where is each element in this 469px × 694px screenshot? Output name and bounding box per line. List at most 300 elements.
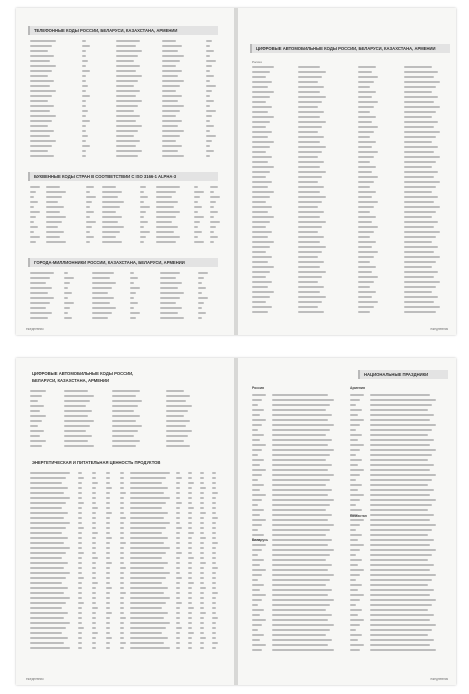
text-line (30, 582, 220, 584)
auto-codes-title: ЦИФРОВЫЕ АВТОМОБИЛЬНЫЕ КОДЫ РОССИИ, БЕЛАРУСИ, КАЗАХСТАНА, АРМЕНИИ (250, 44, 450, 53)
text-line (30, 617, 220, 619)
text-segment (116, 115, 140, 117)
text-segment (130, 547, 170, 549)
text-line (252, 549, 344, 551)
top-left-page (16, 8, 234, 335)
text-segment (198, 312, 206, 314)
text-segment (212, 632, 216, 634)
text-segment (370, 644, 430, 646)
text-line (350, 509, 446, 511)
text-segment (212, 482, 216, 484)
text-segment (252, 306, 272, 308)
text-segment (86, 236, 94, 238)
text-segment (350, 639, 358, 641)
text-segment (188, 517, 192, 519)
text-segment (176, 572, 180, 574)
text-segment (350, 574, 360, 576)
text-segment (130, 297, 134, 299)
text-segment (404, 71, 438, 73)
text-segment (252, 414, 260, 416)
text-line (30, 410, 220, 412)
text-segment (30, 430, 44, 432)
text-segment (130, 472, 170, 474)
text-line (252, 251, 448, 253)
text-segment (92, 502, 96, 504)
text-segment (86, 216, 90, 218)
text-segment (106, 587, 112, 589)
text-segment (298, 306, 318, 308)
text-segment (176, 552, 182, 554)
text-segment (82, 40, 86, 42)
text-line (30, 487, 220, 489)
text-segment (212, 527, 216, 529)
text-segment (78, 477, 84, 479)
text-line (30, 507, 220, 509)
text-segment (30, 647, 70, 649)
text-segment (272, 499, 334, 501)
text-segment (176, 597, 180, 599)
text-segment (252, 121, 270, 123)
text-segment (404, 306, 440, 308)
text-segment (252, 499, 262, 501)
text-segment (162, 155, 184, 157)
text-line (252, 569, 344, 571)
text-segment (404, 121, 438, 123)
text-segment (252, 71, 270, 73)
text-segment (370, 494, 430, 496)
text-segment (162, 105, 184, 107)
text-segment (194, 186, 198, 188)
text-line (30, 277, 220, 279)
text-line (30, 90, 220, 92)
text-segment (200, 472, 204, 474)
text-segment (198, 317, 202, 319)
text-line (30, 307, 220, 309)
text-segment (162, 145, 182, 147)
text-segment (120, 567, 126, 569)
text-segment (166, 415, 184, 417)
text-segment (102, 191, 122, 193)
text-segment (86, 206, 90, 208)
text-segment (198, 302, 204, 304)
text-segment (350, 609, 362, 611)
text-segment (404, 191, 432, 193)
text-line (252, 619, 344, 621)
text-line (350, 594, 446, 596)
text-segment (350, 469, 364, 471)
text-segment (200, 647, 204, 649)
text-segment (404, 166, 432, 168)
text-segment (200, 607, 204, 609)
text-line (30, 517, 220, 519)
text-line (252, 429, 344, 431)
text-segment (130, 287, 140, 289)
text-segment (92, 627, 96, 629)
text-segment (212, 612, 216, 614)
text-line (350, 549, 446, 551)
text-segment (206, 155, 210, 157)
text-segment (298, 101, 322, 103)
text-segment (30, 120, 52, 122)
text-segment (30, 191, 36, 193)
text-segment (252, 271, 270, 273)
text-segment (350, 399, 360, 401)
text-line (350, 504, 446, 506)
text-line (252, 559, 344, 561)
text-line (30, 642, 220, 644)
text-segment (30, 140, 56, 142)
text-segment (92, 567, 96, 569)
text-segment (78, 612, 82, 614)
text-segment (206, 125, 214, 127)
text-segment (212, 472, 216, 474)
text-segment (272, 474, 334, 476)
text-segment (370, 439, 434, 441)
text-line (30, 241, 220, 243)
text-segment (162, 80, 184, 82)
text-segment (82, 90, 86, 92)
text-segment (272, 554, 330, 556)
text-segment (370, 514, 434, 516)
text-line (252, 634, 344, 636)
text-segment (298, 236, 324, 238)
text-line (30, 206, 220, 208)
text-line (350, 534, 446, 536)
text-segment (404, 111, 436, 113)
text-line (252, 574, 344, 576)
text-segment (206, 55, 210, 57)
text-line (252, 116, 448, 118)
text-segment (112, 410, 134, 412)
text-segment (252, 161, 268, 163)
text-segment (252, 261, 268, 263)
text-segment (64, 405, 86, 407)
text-line (252, 469, 344, 471)
text-segment (106, 592, 110, 594)
text-segment (350, 439, 358, 441)
text-segment (206, 40, 212, 42)
text-segment (252, 281, 272, 283)
text-segment (298, 116, 320, 118)
text-segment (92, 482, 98, 484)
text-segment (130, 582, 162, 584)
text-segment (370, 614, 434, 616)
text-segment (176, 647, 180, 649)
text-segment (404, 91, 432, 93)
text-line (30, 532, 220, 534)
text-segment (156, 226, 178, 228)
text-segment (120, 542, 126, 544)
text-segment (200, 597, 204, 599)
text-segment (156, 211, 180, 213)
text-segment (162, 70, 182, 72)
text-line (30, 125, 220, 127)
text-segment (252, 419, 266, 421)
text-segment (206, 105, 210, 107)
text-segment (86, 201, 92, 203)
text-segment (198, 287, 206, 289)
text-segment (370, 434, 428, 436)
text-segment (252, 196, 270, 198)
text-segment (252, 424, 262, 426)
text-segment (370, 574, 436, 576)
text-segment (176, 472, 180, 474)
text-segment (82, 155, 86, 157)
text-segment (30, 211, 40, 213)
text-segment (130, 317, 136, 319)
text-segment (298, 201, 322, 203)
holidays-russia-label: Россия (252, 386, 265, 390)
text-segment (252, 544, 266, 546)
text-segment (200, 487, 206, 489)
text-segment (298, 206, 318, 208)
text-segment (106, 637, 112, 639)
text-line (252, 489, 344, 491)
text-line (30, 115, 220, 117)
text-segment (200, 627, 204, 629)
text-segment (116, 135, 134, 137)
text-segment (252, 569, 266, 571)
text-segment (404, 311, 436, 313)
text-segment (82, 75, 86, 77)
text-segment (78, 617, 82, 619)
text-segment (404, 161, 436, 163)
text-segment (370, 529, 432, 531)
text-segment (78, 622, 82, 624)
text-line (350, 589, 446, 591)
text-segment (116, 45, 136, 47)
text-segment (106, 532, 110, 534)
text-segment (370, 604, 432, 606)
text-segment (404, 206, 440, 208)
text-line (252, 221, 448, 223)
text-line (30, 577, 220, 579)
text-segment (30, 507, 62, 509)
text-segment (252, 534, 264, 536)
text-segment (370, 414, 434, 416)
text-segment (206, 80, 210, 82)
text-line (252, 509, 344, 511)
text-segment (120, 597, 124, 599)
text-segment (112, 445, 136, 447)
text-segment (298, 251, 322, 253)
text-segment (350, 624, 360, 626)
text-segment (370, 599, 436, 601)
text-segment (298, 66, 320, 68)
text-line (30, 70, 220, 72)
text-segment (252, 96, 270, 98)
text-segment (404, 291, 432, 293)
text-segment (162, 45, 182, 47)
text-line (350, 419, 446, 421)
text-segment (370, 429, 432, 431)
text-segment (30, 196, 34, 198)
text-segment (206, 95, 210, 97)
text-segment (106, 642, 110, 644)
text-segment (92, 637, 96, 639)
text-line (350, 459, 446, 461)
text-segment (116, 70, 136, 72)
text-line (30, 312, 220, 314)
text-segment (30, 70, 52, 72)
text-segment (30, 577, 66, 579)
text-segment (358, 136, 370, 138)
text-line (252, 544, 344, 546)
text-segment (106, 552, 110, 554)
text-line (252, 524, 344, 526)
text-line (252, 81, 448, 83)
text-segment (350, 604, 356, 606)
text-segment (370, 459, 428, 461)
text-segment (166, 445, 190, 447)
text-segment (162, 100, 178, 102)
text-segment (120, 587, 124, 589)
text-line (252, 639, 344, 641)
text-line (30, 430, 220, 432)
text-line (252, 624, 344, 626)
text-segment (64, 317, 72, 319)
text-segment (210, 241, 214, 243)
text-line (252, 191, 448, 193)
text-segment (46, 186, 60, 188)
million-cities-list (30, 272, 220, 322)
text-segment (350, 569, 364, 571)
text-segment (78, 532, 82, 534)
text-segment (130, 587, 168, 589)
text-segment (252, 106, 272, 108)
text-segment (102, 201, 124, 203)
text-segment (86, 226, 92, 228)
text-segment (120, 612, 124, 614)
text-segment (46, 216, 66, 218)
text-segment (30, 105, 54, 107)
text-segment (252, 394, 266, 396)
text-segment (370, 559, 428, 561)
text-segment (298, 151, 322, 153)
text-segment (176, 617, 180, 619)
text-line (350, 444, 446, 446)
text-segment (252, 604, 258, 606)
text-segment (370, 409, 428, 411)
text-line (252, 494, 344, 496)
text-segment (130, 512, 168, 514)
text-segment (130, 312, 140, 314)
text-segment (78, 572, 82, 574)
text-line (252, 86, 448, 88)
text-segment (106, 567, 110, 569)
text-segment (116, 140, 140, 142)
text-segment (350, 494, 364, 496)
text-line (30, 40, 220, 42)
text-segment (212, 592, 218, 594)
text-segment (30, 517, 64, 519)
bottom-spread (16, 358, 456, 685)
text-segment (200, 492, 204, 494)
text-segment (350, 559, 362, 561)
text-segment (404, 176, 434, 178)
text-segment (92, 572, 96, 574)
text-segment (64, 430, 86, 432)
text-line (350, 529, 446, 531)
text-segment (358, 101, 378, 103)
text-segment (370, 504, 432, 506)
text-segment (30, 100, 48, 102)
text-segment (64, 282, 70, 284)
text-segment (46, 221, 62, 223)
text-segment (358, 311, 370, 313)
text-segment (116, 110, 134, 112)
text-segment (198, 307, 202, 309)
text-segment (298, 271, 326, 273)
text-segment (252, 504, 258, 506)
text-segment (252, 226, 266, 228)
text-segment (252, 529, 258, 531)
text-line (30, 512, 220, 514)
text-segment (30, 562, 68, 564)
text-segment (176, 492, 180, 494)
text-segment (252, 459, 264, 461)
text-segment (30, 90, 56, 92)
text-line (30, 647, 220, 649)
text-line (30, 522, 220, 524)
text-segment (130, 307, 134, 309)
text-segment (272, 569, 328, 571)
text-segment (130, 622, 170, 624)
text-segment (252, 116, 274, 118)
text-line (252, 211, 448, 213)
text-segment (350, 644, 364, 646)
text-line (252, 266, 448, 268)
text-segment (212, 637, 216, 639)
text-segment (212, 582, 216, 584)
text-line (252, 399, 344, 401)
text-segment (30, 612, 68, 614)
text-segment (350, 424, 360, 426)
text-segment (252, 136, 268, 138)
text-segment (350, 479, 356, 481)
text-segment (78, 527, 84, 529)
text-segment (206, 145, 210, 147)
text-segment (188, 537, 192, 539)
text-segment (30, 75, 48, 77)
text-segment (92, 522, 96, 524)
text-segment (212, 542, 218, 544)
text-segment (176, 502, 182, 504)
text-segment (176, 602, 182, 604)
text-segment (130, 632, 162, 634)
text-line (252, 479, 344, 481)
text-segment (116, 75, 142, 77)
text-line (252, 256, 448, 258)
text-line (252, 434, 344, 436)
text-line (252, 196, 448, 198)
text-segment (252, 211, 268, 213)
text-segment (200, 587, 206, 589)
text-segment (272, 614, 332, 616)
text-line (252, 474, 344, 476)
text-segment (82, 145, 90, 147)
text-segment (212, 477, 216, 479)
text-segment (358, 166, 376, 168)
text-segment (30, 597, 70, 599)
text-segment (358, 96, 372, 98)
text-segment (252, 464, 260, 466)
text-segment (350, 459, 362, 461)
text-segment (116, 85, 134, 87)
text-segment (188, 582, 194, 584)
text-segment (272, 509, 326, 511)
text-segment (106, 507, 110, 509)
